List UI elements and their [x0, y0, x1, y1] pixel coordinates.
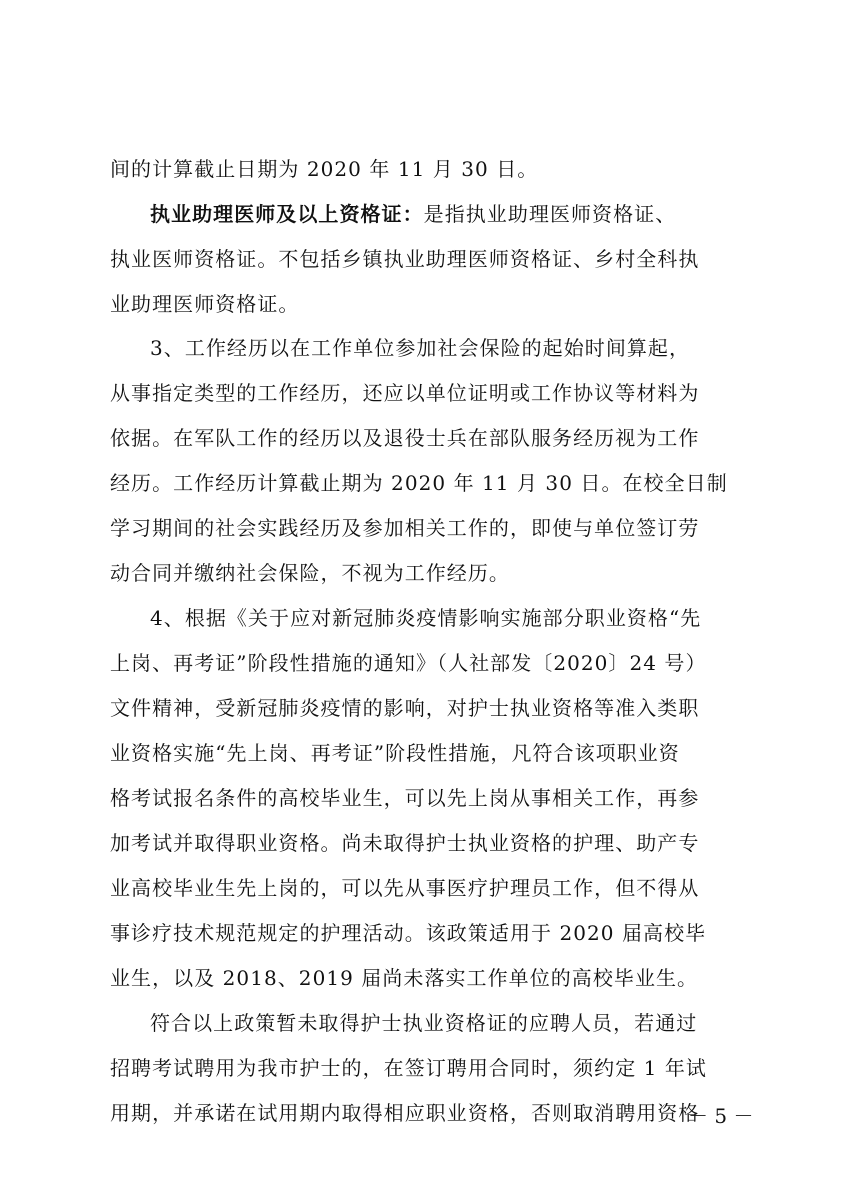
- paragraph-start: 3、工作经历以在工作单位参加社会保险的起始时间算起，: [150, 336, 691, 360]
- page-number: － 5 －: [688, 1104, 754, 1128]
- text-line: 格考试报名条件的高校毕业生，可以先上岗从事相关工作，再参: [110, 786, 700, 810]
- definition-term: 执业助理医师及以上资格证：: [150, 202, 424, 226]
- text-line: 业资格实施“先上岗、再考证”阶段性措施，凡符合该项职业资: [110, 741, 680, 765]
- text-line: 招聘考试聘用为我市护士的，在签订聘用合同时，须约定 1 年试: [110, 1056, 707, 1080]
- text-line: 从事指定类型的工作经历，还应以单位证明或工作协议等材料为: [110, 381, 700, 405]
- text-line: 上岗、再考证”阶段性措施的通知》（人社部发〔2020〕24 号）: [110, 651, 707, 675]
- text-line: 执业医师资格证。不包括乡镇执业助理医师资格证、乡村全科执: [110, 247, 700, 271]
- text-line: 业高校毕业生先上岗的，可以先从事医疗护理员工作，但不得从: [110, 876, 700, 900]
- text-line: 业助理医师资格证。: [110, 292, 300, 316]
- text-line: 动合同并缴纳社会保险，不视为工作经历。: [110, 561, 510, 585]
- text-line: 用期，并承诺在试用期内取得相应职业资格，否则取消聘用资格: [110, 1101, 700, 1125]
- text-line: 业生，以及 2018、2019 届尚未落实工作单位的高校毕业生。: [110, 966, 699, 990]
- text-line: 文件精神，受新冠肺炎疫情的影响，对护士执业资格等准入类职: [110, 696, 700, 720]
- definition-text: 是指执业助理医师资格证、: [423, 202, 677, 226]
- text-line: 学习期间的社会实践经历及参加相关工作的，即使与单位签订劳: [110, 516, 700, 540]
- paragraph-start: 符合以上政策暂未取得护士执业资格证的应聘人员，若通过: [150, 1011, 698, 1035]
- text-line: 事诊疗技术规范规定的护理活动。该政策适用于 2020 届高校毕: [110, 921, 707, 945]
- text-line: 经历。工作经历计算截止期为 2020 年 11 月 30 日。在校全日制: [110, 471, 728, 495]
- text-line: 依据。在军队工作的经历以及退役士兵在部队服务经历视为工作: [110, 426, 700, 450]
- paragraph-start: 4、根据《关于应对新冠肺炎疫情影响实施部分职业资格“先: [150, 606, 702, 630]
- definition-paragraph: [150, 200, 740, 228]
- text-line: 加考试并取得职业资格。尚未取得护士执业资格的护理、助产专: [110, 831, 700, 855]
- text-line: 间的计算截止日期为 2020 年 11 月 30 日。: [110, 157, 539, 181]
